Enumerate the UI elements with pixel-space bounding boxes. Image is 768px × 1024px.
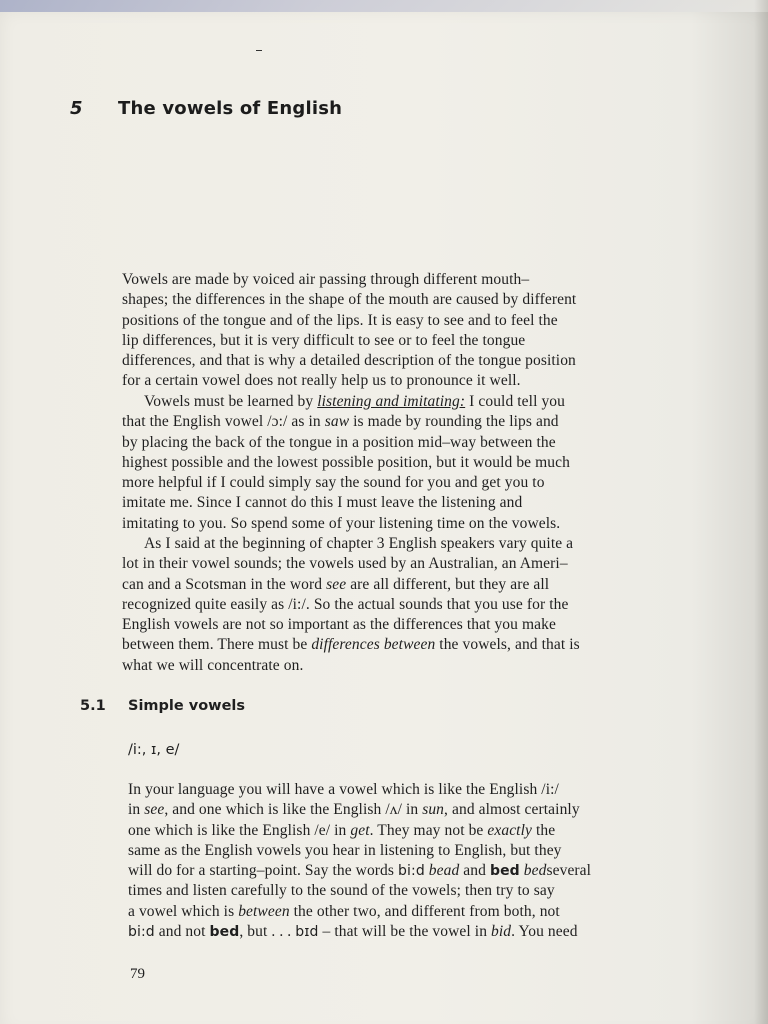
emphasis-text: exactly (487, 821, 532, 839)
paragraph-line (122, 392, 682, 412)
paragraph-line: In your language you will have a vowel which is like the English /i:/ (128, 781, 559, 798)
phonetic-text: bi:d (398, 863, 425, 880)
paragraph-line (128, 821, 688, 841)
text-run: – that will be the vowel in (318, 923, 492, 941)
text-run: several (546, 862, 592, 880)
emphasis-text: sun (422, 801, 445, 819)
paragraph-line: more helpful if I could simply say the sound for you and get you to (122, 474, 545, 492)
paragraph-line (122, 635, 682, 655)
paragraph-line (128, 902, 688, 922)
emphasis-text: see (326, 575, 347, 593)
paragraph-line: what we will concentrate on. (122, 656, 304, 674)
paragraph-3 (122, 534, 682, 676)
paragraph-line: shapes; the differences in the shape of the mouth are caused by different (122, 291, 577, 309)
text-run: , and almost certainly (444, 801, 580, 819)
paragraph-2 (122, 392, 682, 534)
phonetic-text: bed (209, 924, 240, 941)
page-mark (256, 50, 262, 51)
text-run: the (531, 821, 556, 839)
text-run: , and one which is like the English /ʌ/ in (164, 801, 423, 819)
emphasis-text: differences between (311, 636, 436, 654)
text-run: . You need (511, 923, 578, 941)
paragraph-line: same as the English vowels you hear in listening to English, but they (128, 841, 562, 859)
paragraph-line: lip differences, but it is very difficult to see or to feel the tongue (122, 331, 526, 349)
phoneme-subheading: /i:, ɪ, e/ (128, 742, 180, 758)
paragraph-line: As I said at the beginning of chapter 3 English speakers vary quite a (144, 535, 574, 552)
text-run: that the English vowel /ɔ:/ as in (122, 413, 325, 431)
paragraph-line: lot in their vowel sounds; the vowels used by an Australian, an Ameri– (122, 555, 568, 573)
chapter-title (70, 98, 342, 119)
text-run: one which is like the English /e/ in (128, 821, 351, 839)
emphasis-text: see (144, 801, 165, 819)
paragraph-line: English vowels are not so important as the differences that you make (122, 616, 556, 634)
paragraph-4 (128, 780, 688, 942)
paragraph-line: positions of the tongue and of the lips. It is easy to see and to feel the (122, 311, 558, 329)
text-run: and (459, 862, 490, 880)
text-run: , but . . . (239, 923, 296, 941)
paragraph-line (128, 861, 688, 881)
paragraph-1 (122, 270, 682, 392)
paragraph-line: Vowels are made by voiced air passing through different mouth– (122, 271, 530, 288)
paragraph-line: times and listen carefully to the sound of the vowels; then try to say (128, 882, 555, 900)
emphasis-text: bed (523, 862, 547, 880)
page-number: 79 (130, 966, 145, 982)
section-heading (80, 698, 245, 714)
text-run: can and a Scotsman in the word (122, 575, 327, 593)
text-run: and not (154, 923, 210, 941)
paragraph-line: imitating to you. So spend some of your listening time on the vowels. (122, 514, 561, 532)
paragraph-line: by placing the back of the tongue in a position mid–way between the (122, 433, 556, 451)
text-run: a vowel which is (128, 902, 239, 920)
page-binding-shadow (754, 0, 768, 1024)
page-top-edge (0, 0, 768, 12)
text-run: are all different, but they are all (346, 575, 550, 593)
emphasis-text: saw (324, 413, 350, 431)
text-run: the vowels, and that is (435, 636, 580, 654)
text-run: is made by rounding the lips and (349, 413, 559, 431)
text-run: the other two, and different from both, not (289, 902, 560, 920)
paragraph-line: differences, and that is why a detailed description of the tongue position (122, 352, 576, 370)
section-title: Simple vowels (128, 698, 245, 714)
emphasis-text: get (350, 821, 370, 839)
emphasis-text: listening and imitating: (317, 393, 466, 410)
phonetic-text: bed (489, 863, 520, 880)
emphasis-text: bid (491, 923, 512, 941)
paragraph-line (128, 922, 688, 942)
text-run: in (128, 801, 145, 819)
chapter-title-text: The vowels of English (118, 98, 343, 119)
emphasis-text: bead (428, 862, 460, 880)
paragraph-line: imitate me. Since I cannot do this I must leave the listening and (122, 494, 523, 512)
chapter-number: 5 (70, 98, 83, 119)
phonetic-text: bɪd (295, 924, 319, 941)
text-run: Vowels must be learned by (144, 393, 318, 410)
text-run: I could tell you (465, 393, 566, 410)
paragraph-line: for a certain vowel does not really help us to pronounce it well. (122, 372, 521, 390)
text-run: between them. There must be (122, 636, 312, 654)
text-run: . They may not be (369, 821, 488, 839)
emphasis-text: between (238, 902, 290, 920)
phonetic-text: bi:d (128, 924, 155, 941)
paragraph-line (122, 412, 682, 432)
paragraph-line: recognized quite easily as /i:/. So the actual sounds that you use for the (122, 595, 569, 613)
section-number: 5.1 (80, 698, 106, 714)
text-run: will do for a starting–point. Say the words (128, 862, 399, 880)
paragraph-line (122, 575, 682, 595)
paragraph-line (128, 800, 688, 820)
paragraph-line: highest possible and the lowest possible position, but it would be much (122, 453, 570, 471)
